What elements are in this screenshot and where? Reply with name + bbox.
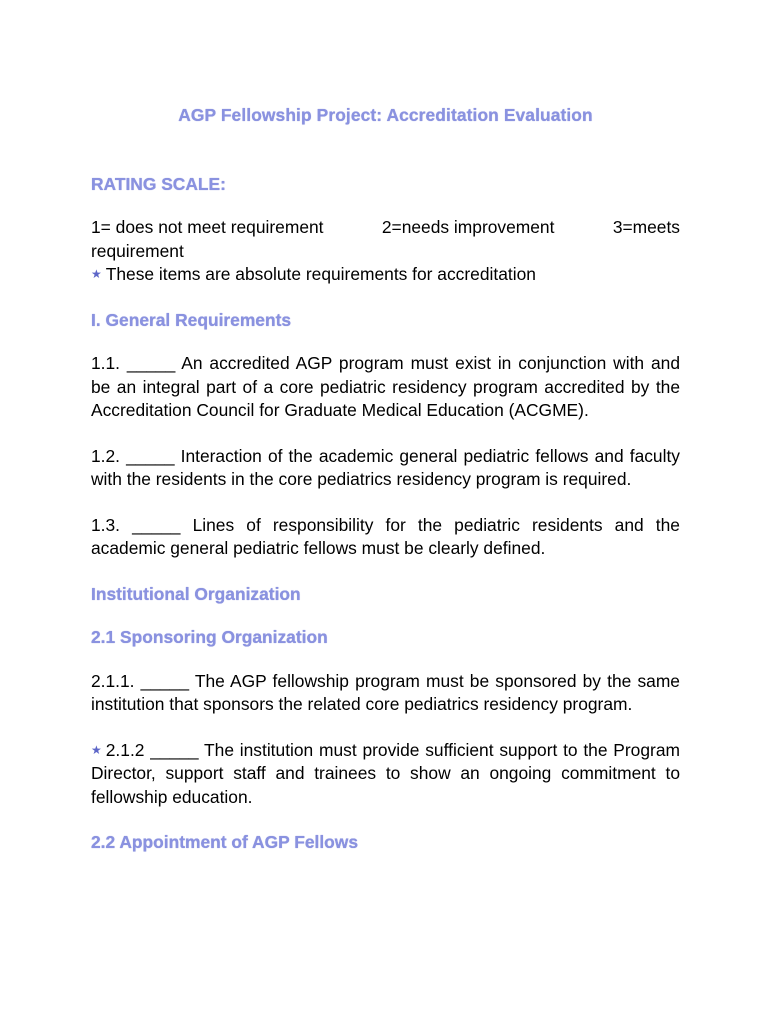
item-number: 1.1.	[91, 353, 121, 373]
item-text: The institution must provide sufficient support to the Program Director, support staff and trainees to show an ongoing commitment to fellowship education.	[91, 739, 680, 807]
requirement-item-1-2	[91, 445, 680, 492]
rating-blank: _____	[132, 514, 181, 535]
rating-option-1: 1= does not meet requirement	[91, 217, 324, 237]
rating-blank: _____	[140, 670, 190, 691]
item-number: 2.1.1.	[91, 670, 135, 691]
rating-option-2: 2=needs improvement	[381, 217, 555, 237]
rating-blank: _____	[126, 353, 176, 373]
rating-scale-options	[91, 216, 680, 240]
requirement-item-1-3	[91, 514, 680, 561]
star-icon: ★	[91, 267, 102, 281]
star-note	[91, 263, 680, 287]
requirement-item-2-1-1	[91, 670, 680, 717]
rating-scale-heading: RATING SCALE:	[91, 173, 226, 194]
item-number: 1.3.	[91, 514, 121, 535]
item-number: 2.1.2	[105, 739, 145, 760]
rating-blank: _____	[126, 445, 175, 466]
item-text: Interaction of the academic general pediatric fellows and faculty with the residents in the core pediatrics residency program is required.	[91, 445, 680, 489]
document-content	[91, 104, 680, 875]
section-general-requirements-heading: I. General Requirements	[91, 309, 292, 330]
subsection-sponsoring-organization-heading: 2.1 Sponsoring Organization	[91, 627, 328, 647]
subsection-appointment-heading: 2.2 Appointment of AGP Fellows	[91, 832, 358, 852]
section-institutional-organization-heading: Institutional Organization	[91, 583, 301, 604]
document-title: AGP Fellowship Project: Accreditation Evaluation	[178, 105, 593, 125]
rating-option-3-continued: requirement	[91, 240, 184, 261]
requirement-item-1-1	[91, 352, 680, 423]
rating-blank: _____	[150, 739, 199, 760]
star-icon: ★	[91, 742, 102, 757]
item-text: The AGP fellowship program must be sponsored by the same institution that sponsors the related core pediatrics residency program.	[91, 670, 680, 714]
item-text: An accredited AGP program must exist in conjunction with and be an integral part of a core pediatric residency program accredited by the Accreditation Council for Graduate Medical Education (ACGME).	[91, 353, 680, 420]
star-note-text: These items are absolute requirements for accreditation	[105, 264, 536, 284]
item-number: 1.2.	[91, 445, 121, 466]
rating-option-3: 3=meets	[612, 217, 680, 237]
requirement-item-2-1-2	[91, 739, 680, 810]
item-text: Lines of responsibility for the pediatric residents and the academic general pediatric fellows must be clearly defined.	[91, 514, 680, 558]
